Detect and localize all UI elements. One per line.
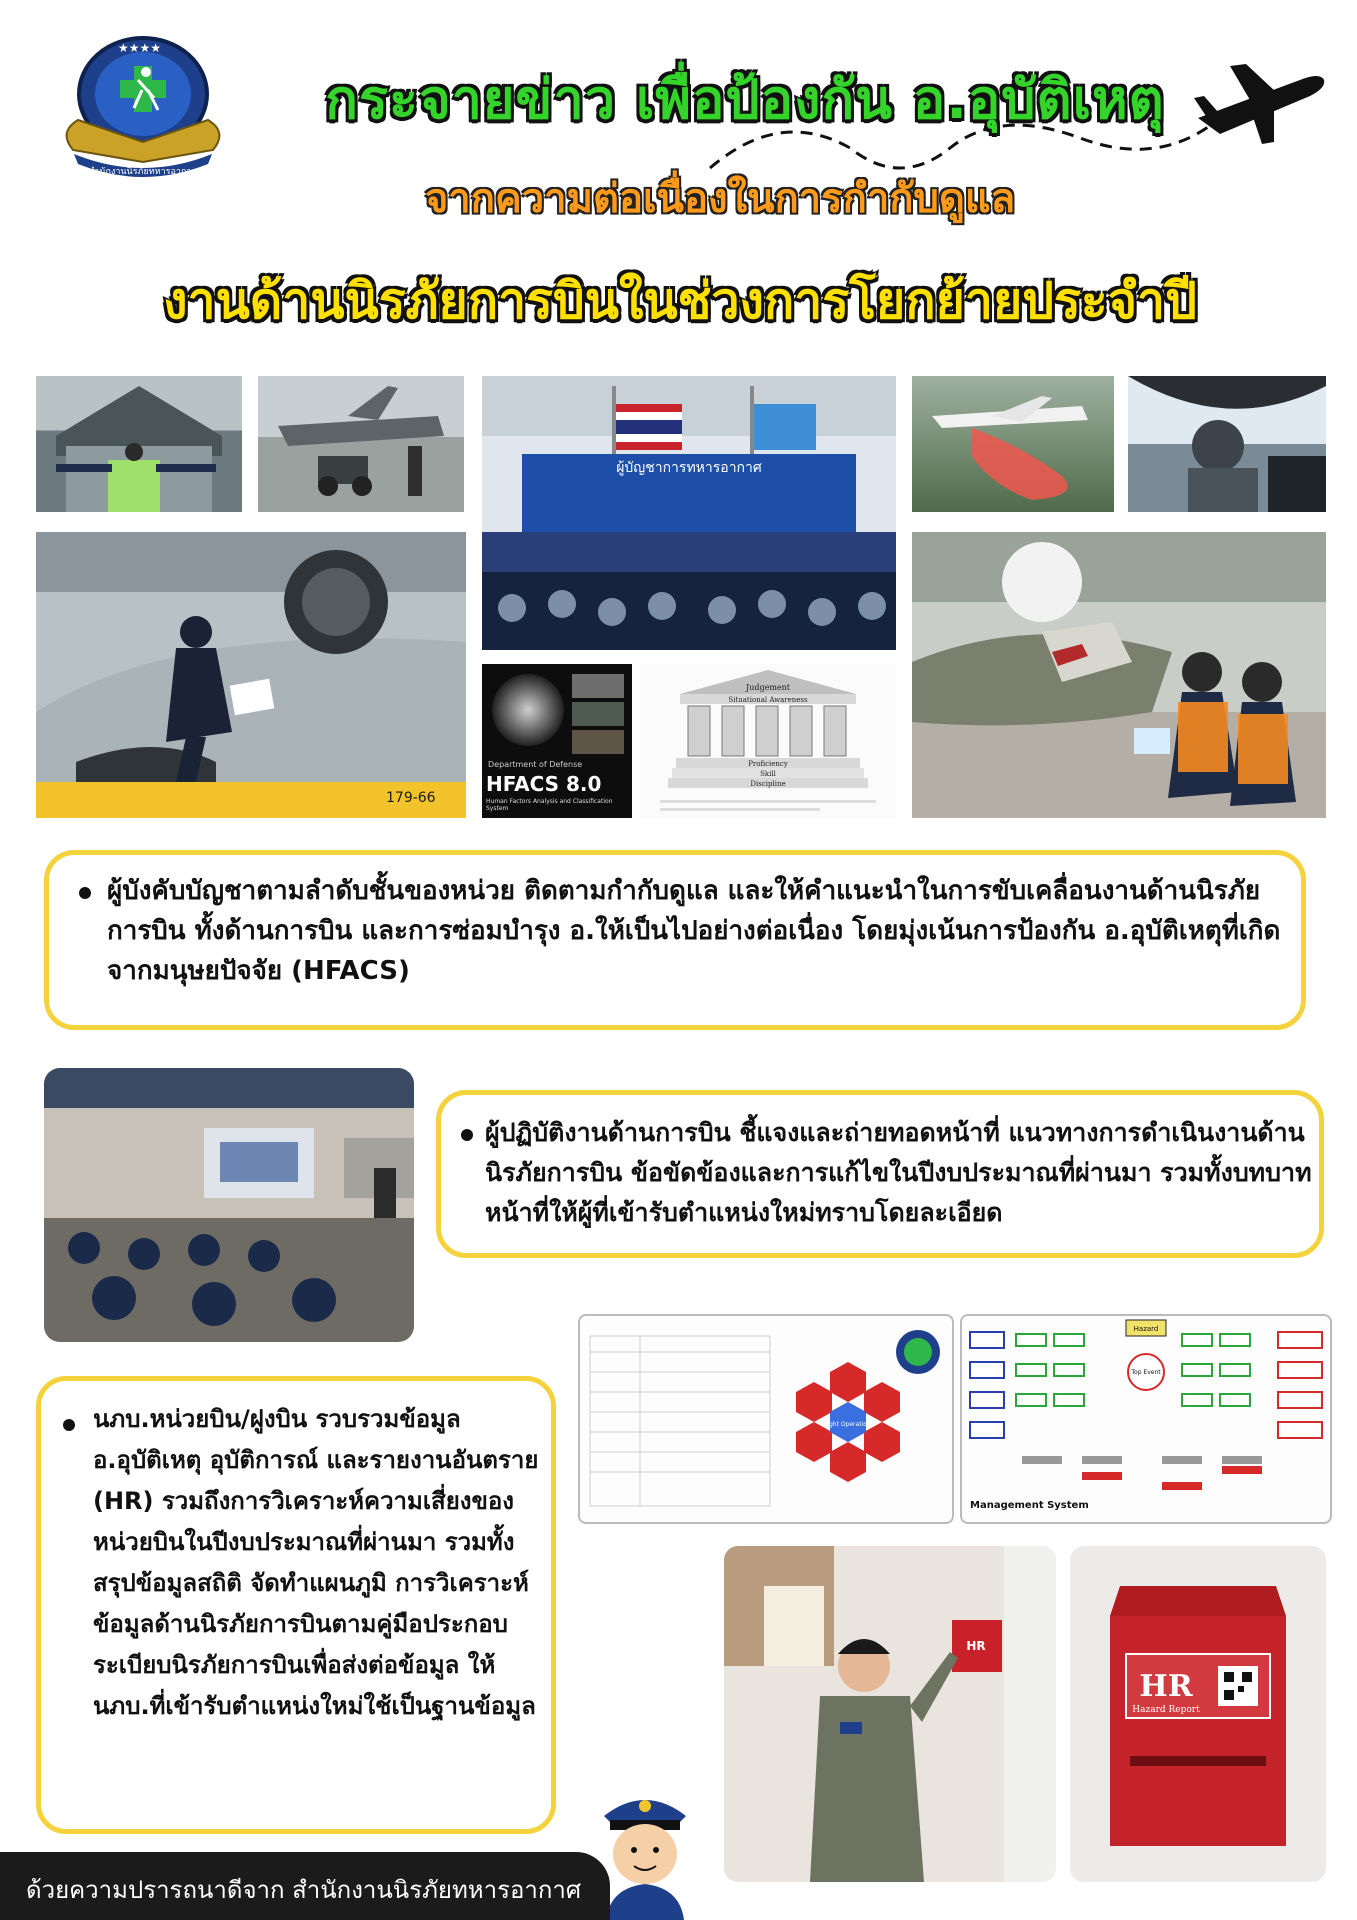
- bowtie-hazard: Hazard: [1133, 1325, 1159, 1333]
- hfacs-title: HFACS 8.0: [486, 772, 602, 796]
- photo-ceremony: [482, 376, 896, 650]
- main-topic-title: งานด้านนิรภัยการบินในช่วงการโยกย้ายประจำปี: [163, 272, 1197, 330]
- pillars-situational: Situational Awareness: [728, 696, 808, 704]
- bullet-icon: [63, 1419, 75, 1431]
- svg-text:★★★★: ★★★★: [118, 41, 162, 55]
- bowtie-management: Management System: [970, 1500, 1089, 1511]
- photo-briefing-room: [44, 1068, 414, 1342]
- panel-data-text: นภบ.หน่วยบิน/ฝูงบิน รวบรวมข้อมูล อ.อุบัติเหตุ อุบัติการณ์ และรายงานอันตราย (HR) รวมถึงการวิเคราะห์ความเสี่ยงของหน่วยบินในปีงบประมาณที่ผ่านมา รวมทั้งสรุปข้อมูลสถิติ จัดทำแผนภูมิ การวิเคราะห์ข้อมูลด้านนิรภัยการบินตามคู่มือประกอบระเบียบนิรภัยการบินเพื่อส่งต่อข้อมูล ให้ นภบ.ที่เข้ารับตำแหน่งใหม่ใช้เป็นฐานข้อมูล: [93, 1405, 539, 1720]
- footer-text: ด้วยความปรารถนาดีจาก สำนักงานนิรภัยทหารอากาศ: [26, 1876, 582, 1904]
- panel-hfacs-oversight: [44, 850, 1306, 1030]
- panel-handover-text: ผู้ปฏิบัติงานด้านการบิน ชี้แจงและถ่ายทอดหน้าที่ แนวทางการดำเนินงานด้านนิรภัยการบิน ข้อขัดข้องและการแก้ไขในปีงบประมาณที่ผ่านมา รวมทั้งบทบาทหน้าที่ให้ผู้ที่เข้ารับตำแหน่งใหม่ทราบโดยละเอียด: [485, 1118, 1312, 1227]
- photo-firefighting-plane: [912, 376, 1114, 512]
- photo-safety-documents: [578, 1314, 954, 1524]
- pillars-skill: Skill: [760, 770, 776, 778]
- sub-headline: จากความต่อเนื่องในการกำกับดูแล: [424, 176, 1016, 222]
- air-force-safety-logo: [38, 32, 248, 182]
- panel-hfacs-text: ผู้บังคับบัญชาตามลำดับชั้นของหน่วย ติดตามกำกับดูแล และให้คำแนะนำในการขับเคลื่อนงานด้านนิรภัยการบิน ทั้งด้านการบิน และการซ่อมบำรุง อ.ให้เป็นไปอย่างต่อเนื่อง โดยมุ่งเน้นการป้องกัน อ.อุบัติเหตุที่เกิดจากมนุษยปัจจัย (HFACS): [107, 876, 1281, 986]
- wall-hr-box-label: HR: [966, 1639, 986, 1653]
- photo-pilot-hr-box: [724, 1546, 1056, 1882]
- pillars-proficiency: Proficiency: [748, 760, 788, 768]
- hfacs-subtitle: Human Factors Analysis and Classification System: [486, 798, 613, 812]
- flight-ops-label: Flight Operations: [822, 1421, 874, 1428]
- logo-text: สำนักงานนิรภัยทหารอากาศ: [88, 167, 198, 177]
- bullet-icon: [79, 887, 91, 899]
- photo-maintenance-jet: [36, 532, 466, 818]
- footer-bar: [0, 1852, 610, 1920]
- photo-cockpit-pilot: [1128, 376, 1326, 512]
- pillars-discipline: Discipline: [750, 780, 786, 788]
- panel-data-collection: [36, 1376, 556, 1834]
- photo-airmanship-pillars: [640, 664, 896, 818]
- ceremony-banner-text: ผู้บัญชาการทหารอากาศ: [616, 460, 762, 476]
- panel-handover-briefing: [436, 1090, 1324, 1258]
- hr-box-label: HR: [1139, 1669, 1193, 1704]
- photo-inspection-propeller: [912, 532, 1326, 818]
- photo-marshaller-hangar: [36, 376, 242, 512]
- bullet-icon: [461, 1129, 473, 1141]
- photo-hfacs-cover: [482, 664, 632, 818]
- photo-hazard-report-box: [1070, 1546, 1326, 1882]
- bowtie-top-event: Top Event: [1131, 1369, 1161, 1376]
- pillars-top: Judgement: [745, 683, 791, 692]
- headline-title: กระจายข่าว เพื่อป้องกัน อ.อุบัติเหตุ: [325, 68, 1165, 131]
- hr-box-sub: Hazard Report: [1132, 1705, 1200, 1715]
- photo-bowtie-diagram: [960, 1314, 1332, 1524]
- svg-text:179-66: 179-66: [386, 790, 436, 806]
- photo-aircraft-tug: [258, 376, 464, 512]
- hfacs-dept: Department of Defense: [488, 760, 583, 769]
